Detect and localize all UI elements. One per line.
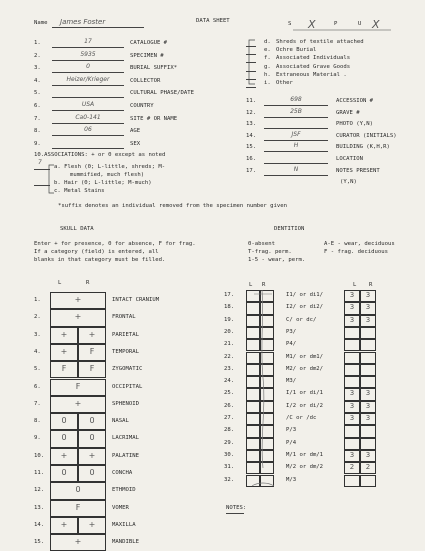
sex-code-field — [288, 18, 392, 32]
assoc-text: Shreds of textile attached — [276, 39, 364, 45]
skull-mark-left: 0 — [61, 433, 67, 443]
dent-mark-left: 3 — [349, 414, 355, 422]
dent-row-label: M/2 or dm/2 — [286, 464, 324, 471]
field-number: 13. — [246, 121, 257, 128]
dent-row-number: 29. — [224, 439, 235, 446]
field-value: USA — [81, 101, 95, 108]
skull-row-number: 8. — [34, 418, 41, 425]
skull-row-number: 13. — [34, 504, 45, 511]
skull-row-number: 12. — [34, 487, 45, 494]
dent-row-number: 25. — [224, 390, 235, 397]
dent-mark-right: 3 — [365, 315, 371, 324]
assoc-a-label-2: mummified, much flesh) — [70, 172, 145, 178]
skull-row-label: INTACT CRANIUM — [112, 297, 160, 303]
dent-mark-left: 3 — [349, 450, 355, 459]
dent-mark-left: 3 — [349, 291, 355, 299]
skull-row-number: 15. — [34, 539, 45, 546]
field-label: (Y,N) — [340, 179, 357, 186]
dentition-legend-0a: 0-absent — [248, 241, 275, 247]
skull-row-number: 7. — [34, 400, 41, 407]
assoc-a-mark: 7 — [38, 159, 42, 166]
field-number: 11. — [246, 98, 257, 104]
skull-row-label: VOMER — [112, 504, 129, 511]
field-number: 14. — [246, 132, 257, 139]
field-label: PHOTO (Y,N) — [336, 121, 374, 128]
skull-mark-left: + — [60, 519, 68, 529]
assoc-letter: d. — [264, 39, 271, 45]
assoc-letter: i. — [264, 80, 271, 86]
dentition-legend-1a: T-frag. perm. — [248, 249, 292, 255]
field-value: 5935 — [80, 50, 96, 58]
skull-mark-right: + — [88, 329, 96, 339]
dent-row-label: C/ or dc/ — [286, 316, 317, 323]
skull-row-number: 1. — [34, 297, 41, 303]
skull-row-label: LACRIMAL — [112, 435, 139, 442]
dent-row-number: 18. — [224, 304, 235, 311]
skull-mark-left: 0 — [61, 468, 67, 477]
associations-heading: 10.ASSOCIATIONS: + or 0 except as noted — [34, 152, 166, 158]
dent-cell-right — [360, 425, 376, 437]
assoc-bracket — [46, 164, 56, 194]
assoc-text: Ochre Burial — [276, 47, 317, 54]
sex-s-label: S — [288, 21, 292, 27]
skull-row-label: SPHENOID — [112, 400, 139, 407]
dent-row-number: 24. — [224, 378, 235, 385]
assoc-letter: f. — [264, 55, 271, 62]
dent-mark-left: 3 — [349, 315, 355, 324]
field-value: Heizer/Krieger — [66, 75, 110, 83]
dent-col-l: L — [249, 282, 253, 288]
sex-u-label: U — [358, 21, 362, 27]
dent-mark-left: 3 — [349, 401, 355, 410]
field-value-line — [264, 121, 328, 129]
skull-row-number: 9. — [34, 435, 41, 442]
dent-mark-right: 3 — [365, 389, 371, 398]
field-number: 3. — [34, 65, 41, 72]
dent-row-number: 23. — [224, 365, 235, 372]
field-value-line — [52, 90, 124, 98]
dent-row-label: /C or /dc — [286, 415, 317, 421]
dent-mark-right: 3 — [365, 303, 371, 312]
dent-mark-right: 3 — [365, 291, 371, 299]
skull-mark-right: 0 — [89, 468, 95, 477]
skull-row-label: PARIETAL — [112, 331, 139, 338]
skull-instruction-1: Enter + for presence, 0 for absence, F for frag. — [34, 241, 196, 247]
dent-mark-left: 2 — [349, 463, 355, 472]
assoc-letter: g. — [264, 63, 271, 70]
skull-row-label: ZYGOMATIC — [112, 366, 143, 373]
field-number: 15. — [246, 144, 257, 151]
dentition-heading: DENTITION — [274, 226, 305, 232]
dent-cell-left — [344, 425, 360, 437]
field-value-line — [52, 141, 124, 149]
field-label: CULTURAL PHASE/DATE — [130, 90, 194, 97]
dent-row-label: M1/ or dm1/ — [286, 353, 324, 360]
dent-cell-right — [360, 327, 376, 339]
skull-mark: + — [74, 398, 82, 408]
dent-row-label: M/3 — [286, 476, 297, 483]
field-number: 8. — [34, 128, 41, 135]
skull-row-label: NASAL — [112, 418, 129, 425]
suffix-note: *suffix denotes an individual removed from the specimen number given — [58, 203, 288, 209]
skull-mark-right: 0 — [89, 416, 95, 426]
dent-cell-left — [344, 475, 360, 487]
skull-row-label: MAXILLA — [112, 521, 136, 528]
dent-row-label: I/1 or di/1 — [286, 390, 324, 397]
skull-col-l: L — [58, 280, 62, 286]
dent-cell-left — [344, 327, 360, 339]
dent-cell-right — [360, 475, 376, 487]
sex-x2-mark: X — [372, 18, 380, 31]
skull-mark-left: + — [60, 450, 68, 460]
field-value: 06 — [84, 126, 92, 134]
field-label: BUILDING (K,H,R) — [336, 144, 390, 151]
skull-row-label: FRONTAL — [112, 314, 136, 321]
skull-row-label: TEMPORAL — [112, 348, 139, 355]
dent-row-number: 26. — [224, 402, 235, 409]
skull-mark-left: + — [60, 346, 68, 356]
field-value: 25B — [290, 107, 302, 115]
dent-mark-left: 3 — [349, 303, 355, 312]
dent-mark-left: 3 — [349, 389, 355, 398]
dent-mark-right: 3 — [365, 414, 371, 422]
skull-mark-left: + — [60, 329, 68, 339]
dent-cell-left — [344, 352, 360, 364]
field-label: CURATOR (INITIALS) — [336, 132, 397, 139]
dent-row-number: 28. — [224, 427, 235, 434]
dent-row-label: M/1 or dm/1 — [286, 451, 324, 458]
skull-row-number: 5. — [34, 366, 41, 373]
skull-row-number: 11. — [34, 470, 45, 476]
field-value: H — [293, 142, 299, 150]
dent-row-label: P3/ — [286, 328, 297, 335]
association-bracket — [246, 38, 258, 86]
dent-row-label: P/3 — [286, 427, 297, 434]
skull-heading: SKULL DATA — [60, 226, 94, 232]
skull-mark-right: F — [89, 364, 95, 374]
dent-col-r-right: R — [369, 282, 373, 288]
field-label: COLLECTOR — [130, 77, 161, 84]
skull-mark: + — [74, 295, 82, 304]
skull-row-number: 14. — [34, 521, 45, 528]
field-label: SEX — [130, 140, 141, 147]
skull-mark-right: + — [88, 450, 96, 460]
field-number: 9. — [34, 140, 41, 147]
skull-row-number: 10. — [34, 452, 45, 459]
skull-row-number: 2. — [34, 314, 41, 321]
dent-cell-right — [360, 339, 376, 351]
assoc-a-label: a. Flesh (0; L-little, shreds; M- — [54, 164, 166, 170]
assoc-letter: e. — [264, 47, 271, 54]
dent-mark-right: 3 — [365, 401, 371, 410]
assoc-b-label: b. Hair (0; L-little; M-much) — [54, 180, 152, 186]
dent-cell-left — [344, 364, 360, 376]
dent-row-label: M2/ or dm2/ — [286, 365, 324, 372]
notes-line — [226, 505, 247, 514]
field-number: 12. — [246, 109, 257, 116]
sex-p-label: P — [334, 21, 338, 27]
field-number: 5. — [34, 90, 41, 97]
dent-cell-right — [360, 364, 376, 376]
field-label: BURIAL SUFFIX* — [130, 65, 178, 72]
skull-mark-right: + — [88, 519, 96, 529]
sex-x-mark: X — [308, 18, 316, 31]
skull-mark: + — [74, 312, 82, 322]
page-title: DATA SHEET — [196, 18, 230, 24]
dent-row-number: 32. — [224, 476, 235, 483]
field-value: JSF — [291, 130, 301, 138]
skull-mark: 0 — [75, 485, 81, 495]
field-label: COUNTRY — [130, 103, 154, 109]
skull-mark-right: 0 — [89, 433, 95, 443]
skull-mark-left: 0 — [61, 416, 67, 426]
name-label: Name — [34, 20, 48, 26]
dent-cell-right — [360, 438, 376, 450]
field-value: N — [293, 165, 299, 173]
skull-mark: F — [75, 381, 81, 391]
skull-mark-left: F — [61, 364, 67, 374]
skull-row-label: PALATINE — [112, 452, 139, 459]
dent-row-label: I2/ or di2/ — [286, 304, 324, 311]
field-label: SPECIMEN # — [130, 52, 164, 59]
dent-cell-left — [344, 376, 360, 388]
skull-row-number: 3. — [34, 331, 41, 338]
skull-row-label: CONCHA — [112, 470, 133, 476]
field-value-line — [264, 156, 328, 164]
dent-cell-right — [360, 352, 376, 364]
dent-row-label: P/4 — [286, 439, 297, 446]
dent-row-label: P4/ — [286, 341, 297, 348]
field-label: SITE # OR NAME — [130, 115, 178, 122]
field-number: 7. — [34, 115, 41, 122]
field-label: AGE — [130, 128, 141, 135]
field-value: Ca0-141 — [75, 113, 101, 121]
field-label: ACCESSION # — [336, 98, 374, 104]
dentition-legend-2a: 1-5 - wear, perm. — [248, 257, 306, 263]
dent-cell-right — [360, 376, 376, 388]
assoc-text: Extraneous Material . — [276, 71, 347, 78]
dent-row-number: 20. — [224, 328, 235, 335]
skull-row-label: ETHMOID — [112, 487, 136, 494]
field-label: GRAVE # — [336, 109, 360, 116]
field-value: 698 — [290, 96, 302, 103]
dent-row-number: 17. — [224, 292, 235, 298]
assoc-c-label: c. Metal Stains — [54, 188, 105, 194]
assoc-letter: h. — [264, 71, 271, 78]
sex-field-underline — [293, 28, 391, 32]
field-number: 4. — [34, 77, 41, 84]
skull-mark: + — [74, 537, 82, 547]
field-value: 17 — [84, 38, 92, 45]
dent-row-number: 21. — [224, 341, 235, 348]
field-number: 2. — [34, 52, 41, 59]
dentition-legend-1b: F - frag. deciduous — [324, 249, 388, 255]
assoc-text: Associated Grave Goods — [276, 63, 351, 70]
field-number: 6. — [34, 103, 41, 109]
skull-mark: F — [75, 502, 81, 512]
field-label: CATALOGUE # — [130, 40, 168, 46]
dent-row-number: 22. — [224, 353, 235, 360]
skull-row-label: OCCIPITAL — [112, 383, 143, 390]
skull-mark-right: F — [89, 346, 95, 356]
assoc-text: Associated Individuals — [276, 55, 351, 62]
dent-row-number: 31. — [224, 464, 235, 471]
skull-row-number: 4. — [34, 348, 41, 355]
field-number: 17. — [246, 167, 257, 174]
dent-col-l-right: L — [353, 282, 357, 288]
notes-label: NOTES: — [226, 505, 247, 511]
tooth-sketch — [248, 288, 278, 498]
dent-row-number: 27. — [224, 415, 235, 421]
field-label: NOTES PRESENT — [336, 167, 380, 174]
dent-row-label: M3/ — [286, 378, 297, 385]
dent-cell-left — [344, 339, 360, 351]
skull-instruction-3: blanks in that category must be filled. — [34, 257, 166, 263]
skull-row-number: 6. — [34, 383, 41, 390]
dent-row-number: 19. — [224, 316, 235, 323]
dent-row-number: 30. — [224, 451, 235, 458]
name-value: James Foster — [60, 18, 106, 26]
dent-mark-right: 2 — [365, 463, 371, 472]
field-number: 16. — [246, 156, 257, 162]
field-number: 1. — [34, 40, 41, 46]
skull-row-label: MANDIBLE — [112, 539, 139, 546]
field-value: 0 — [86, 63, 90, 71]
dent-mark-right: 3 — [365, 450, 371, 459]
dent-row-label: I1/ or di1/ — [286, 292, 324, 298]
skull-col-r: R — [86, 280, 90, 286]
dent-row-label: I/2 or di/2 — [286, 402, 324, 409]
assoc-text: Other — [276, 80, 293, 86]
skull-instruction-2: If a category (field) is entered, all — [34, 249, 159, 255]
field-label: LOCATION — [336, 156, 363, 162]
dent-cell-left — [344, 438, 360, 450]
dentition-legend-0b: A-E - wear, deciduous — [324, 241, 395, 247]
dent-col-r: R — [262, 282, 266, 288]
